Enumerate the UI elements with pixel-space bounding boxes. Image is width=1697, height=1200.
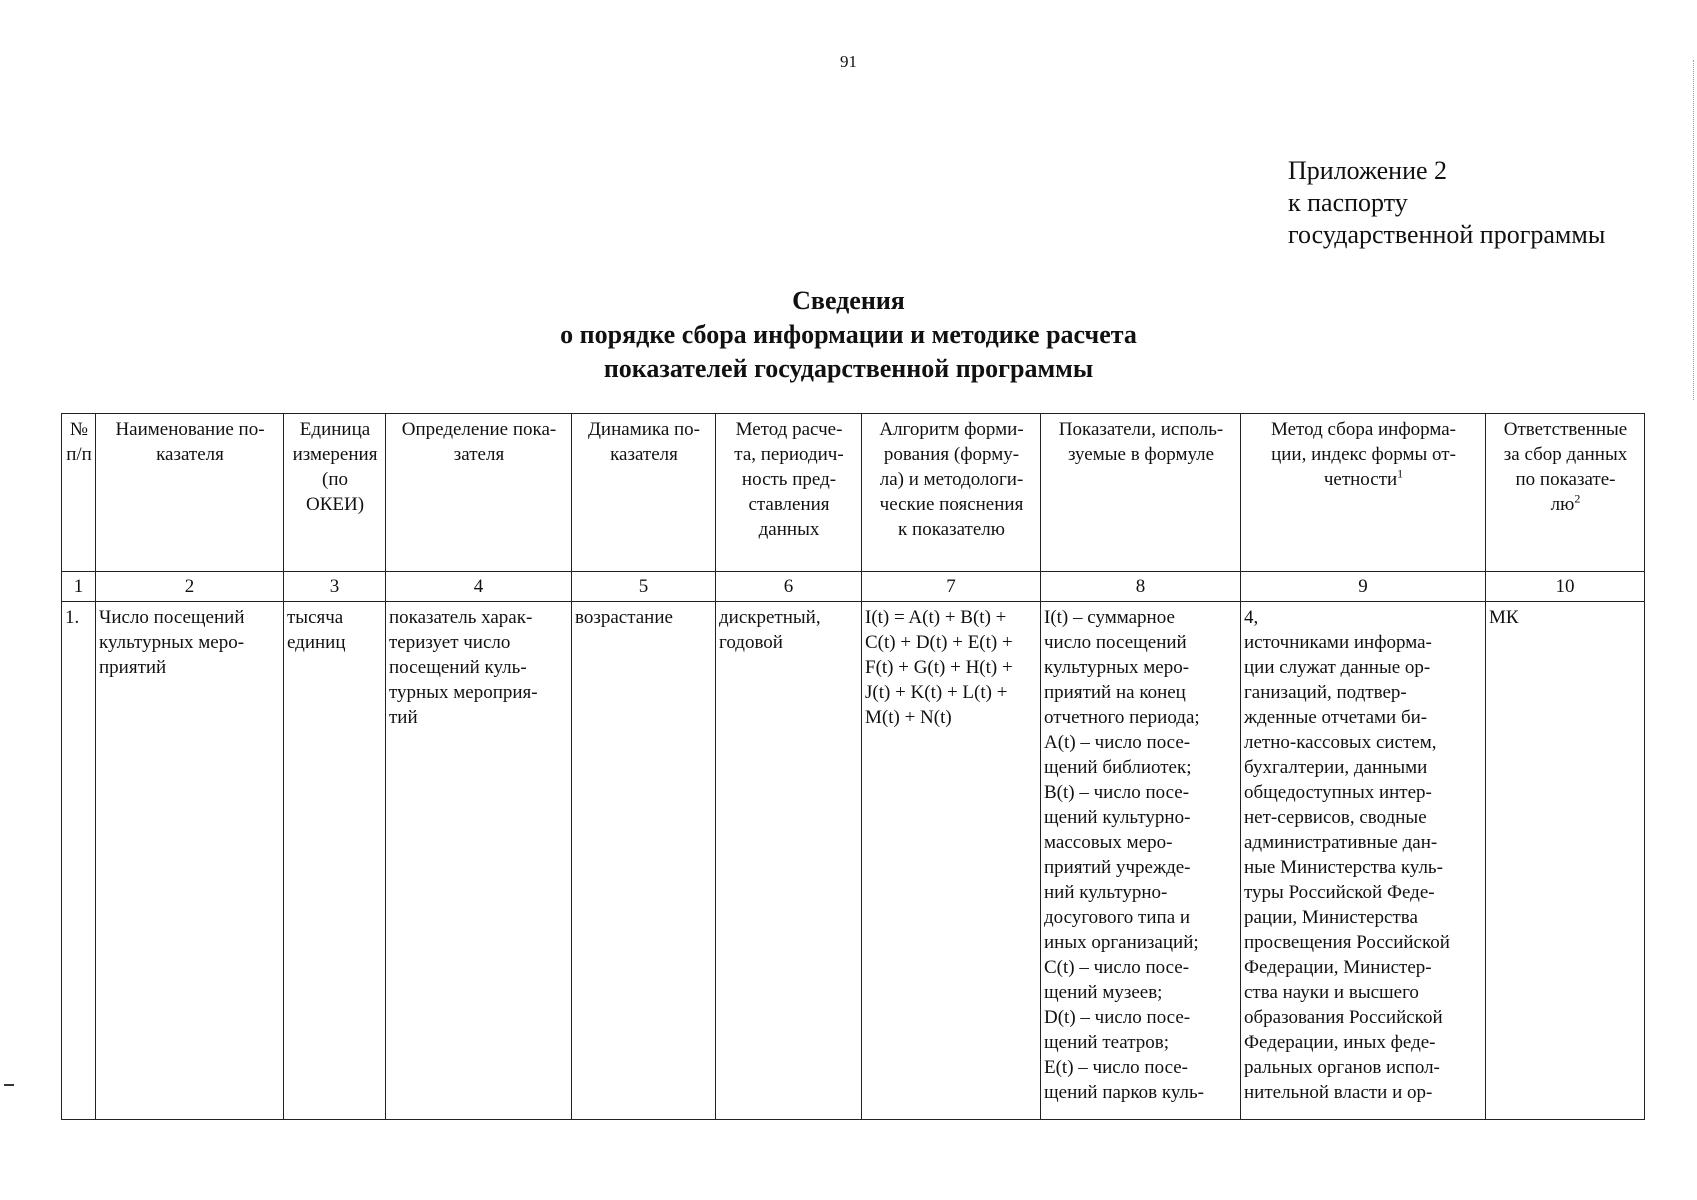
cell-line: число посещений — [1044, 632, 1187, 653]
cell-line: ОКЕИ) — [305, 494, 365, 515]
appendix-note — [1288, 155, 1605, 251]
cell-line: зателя — [453, 444, 505, 465]
cell-line: ний культурно- — [1044, 882, 1168, 903]
cell-line: к показателю — [898, 519, 1005, 540]
cell-line: туры Российской Феде- — [1244, 882, 1435, 903]
column-number: 6 — [716, 572, 862, 602]
cell-line: ческие пояснения — [879, 494, 1024, 515]
column-number: 2 — [96, 572, 284, 602]
table-cell — [572, 602, 716, 1120]
column-number: 10 — [1486, 572, 1645, 602]
cell-line: отчетного периода; — [1044, 707, 1200, 728]
cell-line: показатель харак- — [389, 607, 533, 628]
table-header — [62, 414, 1645, 572]
cell-line: общедоступных интер- — [1244, 782, 1432, 803]
cell-line: административные дан- — [1244, 832, 1438, 853]
cell-line: приятий на конец — [1044, 682, 1186, 703]
cell-line: рования (форму- — [883, 444, 1020, 465]
cell-line: ции, индекс формы от- — [1271, 444, 1456, 465]
cell-line: четности$^1$ — [1323, 466, 1404, 490]
cell-line: щений театров; — [1044, 1032, 1170, 1053]
cell-line: теризует число — [389, 632, 511, 653]
cell-line: 1. — [65, 607, 80, 628]
table-body — [62, 572, 1645, 1120]
table-cell — [1486, 602, 1645, 1120]
cell-line: за сбор данных — [1503, 444, 1628, 465]
cell-line: A(t) – число посе- — [1044, 732, 1191, 753]
cell-line: ганизаций, подтвер- — [1244, 682, 1407, 703]
cell-line: МК — [1489, 607, 1519, 628]
cell-line: бухгалтерии, данными — [1244, 757, 1428, 778]
cell-line: Федерации, Министер- — [1244, 957, 1432, 978]
cell-line: та, периодич- — [734, 444, 844, 465]
cell-line: Единица — [299, 419, 371, 440]
cell-line: ции служат данные ор- — [1244, 657, 1431, 678]
cell-line: B(t) – число посе- — [1044, 782, 1190, 803]
document-title — [0, 284, 1697, 386]
cell-line: C(t) + D(t) + E(t) + — [865, 632, 1013, 653]
cell-line: нет-сервисов, сводные — [1244, 807, 1427, 828]
cell-line: годовой — [719, 632, 783, 653]
column-number: 4 — [386, 572, 572, 602]
table-cell — [96, 602, 284, 1120]
cell-line: просвещения Российской — [1244, 932, 1450, 953]
cell-line: I(t) – суммарное — [1044, 607, 1175, 628]
table-cell — [1041, 602, 1241, 1120]
cell-line: образования Российской — [1244, 1007, 1443, 1028]
cell-line: турных мероприя- — [389, 682, 538, 703]
column-header — [386, 414, 572, 572]
appendix-line: к паспорту — [1288, 188, 1408, 217]
column-number: 7 — [862, 572, 1041, 602]
cell-line: п/п — [66, 444, 92, 465]
cell-line: дискретный, — [719, 607, 821, 628]
cell-line: D(t) – число посе- — [1044, 1007, 1191, 1028]
cell-line: E(t) – число посе- — [1044, 1057, 1188, 1078]
cell-line: $лю^2$ — [1550, 491, 1581, 515]
cell-line: рации, Министерства — [1244, 907, 1418, 928]
column-number: 1 — [62, 572, 96, 602]
column-header — [716, 414, 862, 572]
table-cell — [1241, 602, 1486, 1120]
cell-line: J(t) + K(t) + L(t) + — [865, 682, 1008, 703]
cell-line: летно-кассовых систем, — [1244, 732, 1437, 753]
cell-line: нительной власти и ор- — [1244, 1082, 1433, 1103]
cell-line: щений парков куль- — [1044, 1082, 1205, 1103]
cell-line: Показатели, исполь- — [1058, 419, 1224, 440]
cell-line: Определение пока- — [401, 419, 557, 440]
cell-line: ные Министерства куль- — [1244, 857, 1443, 878]
cell-line: ставления — [748, 494, 830, 515]
cell-line: Федерации, иных феде- — [1244, 1032, 1436, 1053]
cell-line: жденные отчетами би- — [1244, 707, 1428, 728]
table-cell — [862, 602, 1041, 1120]
cell-line: M(t) + N(t) — [865, 707, 952, 728]
cell-line: источниками информа- — [1244, 632, 1432, 653]
cell-line: щений культурно- — [1044, 807, 1191, 828]
column-header — [1486, 414, 1645, 572]
table-cell — [284, 602, 386, 1120]
cell-line: Метод сбора информа- — [1270, 419, 1457, 440]
cell-line: массовых меро- — [1044, 832, 1173, 853]
table-cell — [386, 602, 572, 1120]
column-header — [284, 414, 386, 572]
column-header — [1241, 414, 1486, 572]
cell-line: иных организаций; — [1044, 932, 1199, 953]
margin-mark — [4, 1084, 14, 1086]
column-header — [62, 414, 96, 572]
cell-line: ральных органов испол- — [1244, 1057, 1440, 1078]
header-row — [62, 414, 1645, 572]
cell-line: казателя — [610, 444, 678, 465]
cell-line: (по — [322, 469, 348, 490]
column-number: 3 — [284, 572, 386, 602]
column-header — [862, 414, 1041, 572]
title-line: о порядке сбора информации и методике расчета — [560, 320, 1137, 349]
column-header — [96, 414, 284, 572]
cell-line: № — [69, 419, 89, 440]
cell-line: измерения — [292, 444, 378, 465]
cell-line: щений библиотек; — [1044, 757, 1192, 778]
cell-line: Динамика по- — [587, 419, 701, 440]
indicators-table — [61, 413, 1645, 1120]
footnote-ref: 1 — [1397, 466, 1404, 481]
cell-line: Ответственные — [1503, 419, 1628, 440]
cell-line: ла) и методологи- — [879, 469, 1024, 490]
title-line: показателей государственной программы — [603, 354, 1094, 383]
page-number: 91 — [840, 52, 857, 71]
appendix-line: Приложение 2 — [1288, 156, 1448, 185]
cell-line: единиц — [287, 632, 346, 653]
cell-line: тысяча — [287, 607, 344, 628]
cell-line: Наименование по- — [115, 419, 265, 440]
cell-line: приятий — [99, 657, 167, 678]
cell-line: ность пред- — [741, 469, 837, 490]
scan-edge — [1693, 60, 1697, 400]
table-row — [62, 602, 1645, 1120]
table-cell — [62, 602, 96, 1120]
cell-line: ства науки и высшего — [1244, 982, 1419, 1003]
cell-line: культурных меро- — [1044, 657, 1190, 678]
cell-line: зуемые в формуле — [1067, 444, 1215, 465]
cell-line: культурных меро- — [99, 632, 245, 653]
cell-line: F(t) + G(t) + H(t) + — [865, 657, 1013, 678]
appendix-line: государственной программы — [1288, 220, 1606, 249]
cell-line: приятий учрежде- — [1044, 857, 1191, 878]
cell-line: I(t) = A(t) + B(t) + — [865, 607, 1007, 628]
cell-line: по показате- — [1515, 469, 1616, 490]
column-number: 5 — [572, 572, 716, 602]
cell-line: C(t) – число посе- — [1044, 957, 1190, 978]
cell-line: Число посещений — [99, 607, 245, 628]
column-number-row — [62, 572, 1645, 602]
cell-line: данных — [758, 519, 820, 540]
cell-line: Алгоритм форми- — [879, 419, 1024, 440]
cell-line: 4, — [1244, 607, 1259, 628]
footnote-ref: 2 — [1574, 491, 1581, 506]
cell-line: посещений куль- — [389, 657, 527, 678]
cell-line: щений музеев; — [1044, 982, 1163, 1003]
cell-line: казателя — [156, 444, 224, 465]
cell-line: досугового типа и — [1044, 907, 1191, 928]
table-cell — [716, 602, 862, 1120]
cell-line: тий — [389, 707, 418, 728]
column-header — [572, 414, 716, 572]
column-number: 8 — [1041, 572, 1241, 602]
cell-line: возрастание — [575, 607, 673, 628]
column-number: 9 — [1241, 572, 1486, 602]
cell-line: Метод расче- — [735, 419, 843, 440]
column-header — [1041, 414, 1241, 572]
title-line: Сведения — [792, 286, 905, 315]
